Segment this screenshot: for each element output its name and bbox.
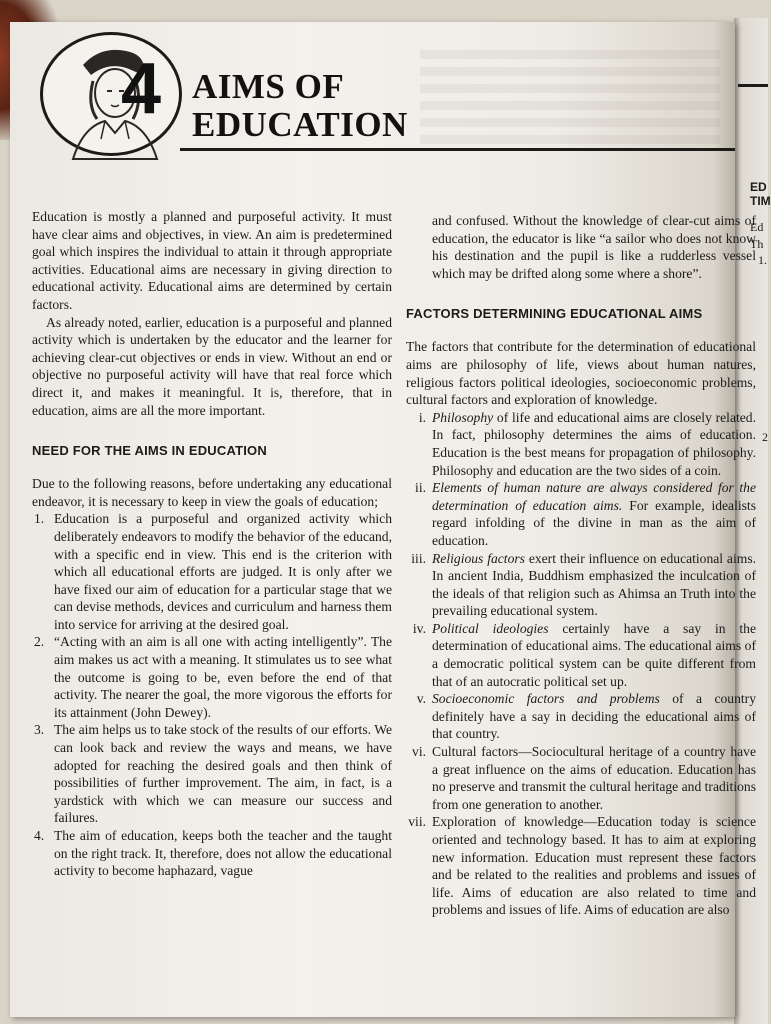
chapter-emblem (40, 32, 182, 156)
next-page-heading-1: ED (750, 180, 767, 194)
chapter-title-line2: EDUCATION (192, 105, 408, 144)
intro-paragraph-1: Education is mostly a planned and purposeful activity. It must have clear aims and objectives, in view. An aim is predetermined goal which inspires the individual to attain it through appropriate activities. Educational aims are necessary in giving direction to educational activity. Educational aims are determined by certain factors. (32, 209, 392, 312)
list-item: v. Socioeconomic factors and problems of a country definitely have a say in deciding the educational aims of that country. (416, 691, 756, 742)
chapter-number: 4 (121, 49, 162, 129)
list-item: 4. The aim of education, keeps both the teacher and the taught on the right track. It, therefore, does not allow the educational activity to become haphazard, vague (34, 828, 392, 879)
section-heading-factors: FACTORS DETERMINING EDUCATIONAL AIMS (406, 306, 703, 322)
header-rule (180, 148, 735, 151)
list-item: iii. Religious factors exert their influence on educational aims. In ancient India, Buddhism emphasized the inculcation of the ideals of that religion such as Ahimsa an Truth into the prevailing educational system. (411, 550, 757, 619)
intro-paragraph-2: As already noted, earlier, education is a purposeful and planned activity which is undertaken by the educator and the learner for achieving clear-cut objectives or ends in view. Without an end or objective no purposeful activity will have that real force which direct it, and makes it meaningful. It is, therefore, that in education, aims are all the more important. (32, 314, 392, 418)
need-list (32, 510, 392, 879)
section-intro-need: Due to the following reasons, before undertaking any educational endeavor, it is necessary to keep in view the goals of education; (32, 476, 392, 509)
left-column (32, 208, 392, 880)
right-column (406, 212, 756, 919)
next-page-rule (738, 84, 768, 87)
list-item: vi. Cultural factors—Sociocultural heritage of a country have a great influence on the aims of education. Education has no preserve and transmit the cultural heritage and traditions from one generation to another. (412, 744, 756, 812)
list-item: ii. Elements of human nature are always considered for the determination of education aims. For example, idealists regard infolding of the divine in man as the aim of education. (415, 480, 756, 548)
list-item: vii. Exploration of knowledge—Education today is science oriented and technology based. It has to aim at exploring new information. Education must represent these factors and be related to the realities and problems and issues of life. Aims of education are also related to time and problems and issues of life. Aims of education are also (408, 814, 756, 918)
chapter-title-line1: AIMS OF (192, 67, 345, 106)
section-intro-factors: The factors that contribute for the determination of educational aims are philosophy of life, views about human natures, religious factors political ideologies, socioeconomic problems, cultural factors and exploration of knowledge. (406, 339, 756, 408)
show-through-text (420, 50, 720, 145)
list-item: 3. The aim helps us to take stock of the results of our efforts. We can look back and review the ways and means, we have adopted for reaching the desired goals and then think of possibilities of further improvement. The aim, in fact, is a yardstick with which we can measure our success and failures. (34, 722, 392, 826)
next-page-line-1: Ed (750, 220, 764, 234)
list-item: 1. Education is a purposeful and organized activity which deliberately endeavors to modify the behavior of the educand, with a specific end in view. This end is the criterion with which all educational efforts are judged. It is only after we have fixed our aim of education for a particular stage that we can devise methods, devices and curriculum and harness them into service for arriving at the desired goal. (34, 511, 392, 632)
list-item: i. Philosophy of life and educational aims are closely related. In fact, philosophy determines the aims of education. Education is the best means for propagation of philosophy. Philosophy and education are the two sides of a coin. (418, 409, 756, 478)
next-page-line-2: Th (750, 237, 764, 251)
factors-list (406, 409, 756, 919)
section-heading-need: NEED FOR THE AIMS IN EDUCATION (32, 443, 267, 459)
continued-paragraph: and confused. Without the knowledge of clear-cut aims of education, the educator is like “a sailor who does not know his destination and the pupil is like a rudderless vessel which may be drifted along some where a shore”. (432, 213, 756, 281)
next-page-heading-2: TIM (750, 194, 771, 208)
list-item: iv. Political ideologies certainly have a say in the determination of educational aims. The educational aims of a democratic political system can be quite different from that of an autocratic political set up. (412, 620, 756, 689)
next-page-line-3: 1. (758, 253, 767, 267)
list-item: 2. “Acting with an aim is all one with acting intelligently”. The aim makes us act with a meaning. It stimulates us to see what the outcome is going to be, even before the end of that activity. The nearer the goal, the more vigorous the efforts for its attainment (John Dewey). (34, 634, 392, 720)
chapter-title (192, 68, 408, 144)
nurse-illustration-icon (43, 35, 185, 159)
next-page-line-4: 2 (762, 430, 768, 444)
